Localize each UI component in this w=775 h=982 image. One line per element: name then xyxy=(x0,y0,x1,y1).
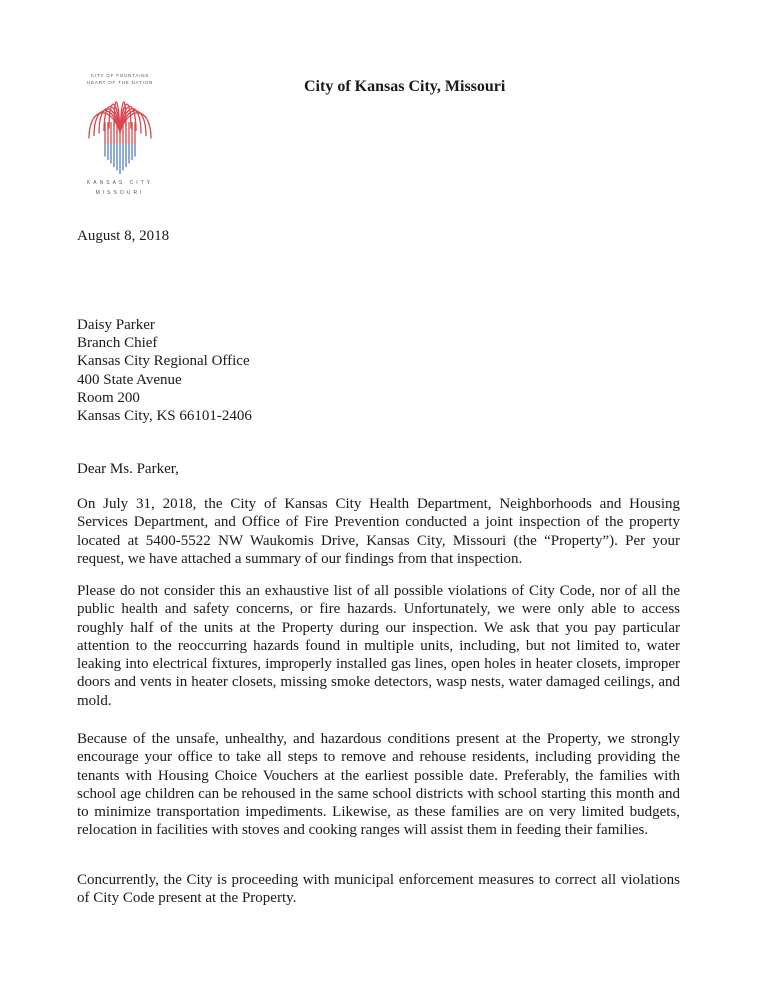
seal-text-top xyxy=(80,72,160,86)
seal-text-bottom-line-1: KANSAS CITY xyxy=(86,180,154,186)
salutation: Dear Ms. Parker, xyxy=(77,461,179,477)
seal-text-top-line-2: HEART OF THE NATION xyxy=(87,80,153,85)
body-paragraph-4: Concurrently, the City is proceeding with municipal enforcement measures to correct all violations of City Code present at the Property. xyxy=(77,872,680,907)
city-seal-logo xyxy=(80,72,160,212)
fountain-icon xyxy=(86,92,154,176)
recipient-title: Branch Chief xyxy=(77,335,158,352)
recipient-room: Room 200 xyxy=(77,389,140,406)
seal-text-top-line-1: CITY OF FOUNTAINS xyxy=(90,73,150,78)
recipient-address xyxy=(77,316,252,425)
body-paragraph-2: Please do not consider this an exhaustive list of all possible violations of City Code, nor of all the public health and safety concerns, or fire hazards. Unfortunately, we were only able to access roughly half of the units at the Property during our inspection. We ask that you pay particular attention to the reoccurring hazards found in multiple units, including, but not limited to, water leaking into electrical fixtures, improperly installed gas lines, open holes in heater closets, improper doors and vents in heater closets, missing smoke detectors, wasp nests, water damaged ceilings, and mold. xyxy=(77,583,680,709)
seal-text-bottom xyxy=(80,178,160,198)
body-paragraph-3: Because of the unsafe, unhealthy, and hazardous conditions present at the Property, we strongly encourage your office to take all steps to remove and rehouse residents, including providing the tenants with Housing Choice Vouchers at the earliest possible date. Preferably, the families with school age children can be rehoused in the same school districts with school starting this month and to minimize transportation impediments. Likewise, as these families are on very limited budgets, relocation in facilities with stoves and cooking ranges will assist them in feeding their families. xyxy=(77,731,680,839)
seal-text-bottom-line-2: MISSOURI xyxy=(95,190,145,196)
recipient-street: 400 State Avenue xyxy=(77,371,182,388)
recipient-office: Kansas City Regional Office xyxy=(77,353,250,370)
letter-date: August 8, 2018 xyxy=(77,228,170,244)
body-paragraph-1: On July 31, 2018, the City of Kansas City Health Department, Neighborhoods and Housing Services Department, and Office of Fire Prevention conducted a joint inspection of the property located at 5400-5522 NW Waukomis Drive, Kansas City, Missouri (the “Property”). Per your request, we have attached a summary of our findings from that inspection. xyxy=(77,496,680,567)
recipient-name: Daisy Parker xyxy=(77,317,155,333)
recipient-city: Kansas City, KS 66101-2406 xyxy=(77,408,252,425)
letterhead-title: City of Kansas City, Missouri xyxy=(304,78,506,95)
